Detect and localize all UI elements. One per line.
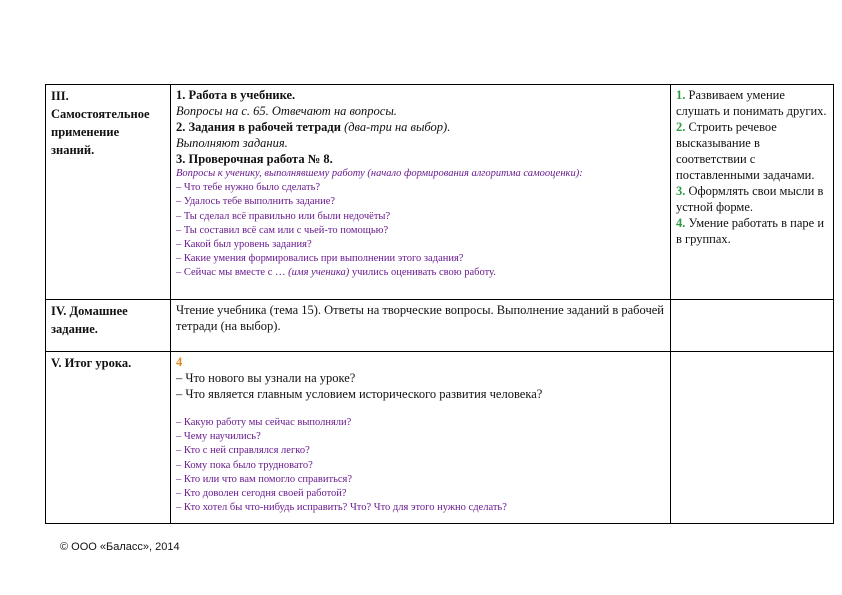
list-item: – Что нового вы узнали на уроке? [176, 371, 356, 385]
competency-number: 2. [676, 120, 686, 134]
content-cell-iv [171, 300, 671, 352]
competency-item [676, 87, 828, 119]
competency-number: 3. [676, 184, 686, 198]
reflection-questions [176, 416, 665, 515]
lesson-plan-table [45, 84, 834, 524]
table-row-independent-work [46, 85, 834, 300]
table-row-summary [46, 352, 834, 524]
homework-text: Чтение учебника (тема 15). Ответы на творческие вопросы. Выполнение заданий в рабочей тетради (на выбор). [176, 303, 664, 333]
stage-label: V. Итог урока. [51, 356, 132, 370]
competency-number: 4. [676, 216, 686, 230]
list-item: – Какую работу мы сейчас выполняли? [176, 417, 352, 428]
list-item: – Кто хотел бы что-нибудь исправить? Что? Что для этого нужно сделать? [176, 502, 507, 514]
list-item: – Кто доволен сегодня своей работой? [176, 488, 347, 500]
last-question-end: учились оценивать свою работу. [351, 267, 496, 279]
list-item: – Удалось тебе выполнить задание? [176, 196, 336, 208]
list-item: – Какие умения формировались при выполнении этого задания? [176, 253, 464, 265]
competency-text: Умение работать в паре и в группах. [676, 216, 825, 246]
task-1-text: Вопросы на с. 65. Отвечают на вопросы. [176, 104, 397, 118]
list-item: – Что является главным условием исторического развития человека? [176, 387, 543, 401]
questions-block [176, 167, 665, 281]
list-item: – Чему научились? [176, 431, 261, 443]
stage-cell-iv [46, 300, 171, 352]
stage-label: IV. Домашнее задание. [51, 304, 128, 336]
content-cell-iii [171, 85, 671, 300]
task-3-title: 3. Проверочная работа № 8. [176, 152, 333, 166]
task-1-title: 1. Работа в учебнике. [176, 88, 296, 102]
list-item: – Ты составил всё сам или с чьей-то помощью? [176, 224, 389, 236]
stage-cell-v [46, 352, 171, 524]
competencies-cell [671, 85, 834, 300]
list-item: – Какой был уровень задания? [176, 239, 312, 251]
competencies-cell-empty [671, 352, 834, 524]
list-item [176, 266, 665, 280]
competency-item [676, 183, 828, 215]
competency-text: Оформлять свои мысли в устной форме. [676, 184, 824, 214]
last-question-placeholder: (имя ученика) [288, 267, 350, 279]
copyright-footer: © ООО «Баласс», 2014 [60, 541, 180, 553]
competency-text: Развиваем умение слушать и понимать других. [676, 88, 827, 118]
list-item: – Что тебе нужно было сделать? [176, 182, 321, 194]
competency-item [676, 119, 828, 183]
last-question-start: – Сейчас мы вместе с … [176, 267, 286, 279]
competency-text: Строить речевое высказывание в соответствии с поставленными задачами. [676, 120, 815, 182]
table-row-homework [46, 300, 834, 352]
competency-item [676, 215, 828, 247]
competency-number: 1. [676, 88, 686, 102]
list-item: – Кто с ней справлялся легко? [176, 445, 310, 457]
competencies-cell-empty [671, 300, 834, 352]
task-2-line [176, 119, 665, 135]
list-item: – Ты сделал всё правильно или были недочёты? [176, 210, 391, 222]
list-item: – Кто или что вам помогло справиться? [176, 473, 353, 485]
stage-cell-iii [46, 85, 171, 300]
task-2-paren: (два-три на выбор). [344, 120, 451, 134]
marker-number: 4 [176, 355, 183, 369]
content-cell-v [171, 352, 671, 524]
task-2-text: Выполняют задания. [176, 136, 288, 150]
spacer [176, 402, 665, 416]
stage-label: III. Самостоятельное применение знаний. [51, 89, 150, 157]
list-item: – Кому пока было трудновато? [176, 459, 313, 471]
task-2-title: 2. Задания в рабочей тетради [176, 120, 341, 134]
questions-intro: Вопросы к ученику, выполнявшему работу (начало формирования алгоритма самооценки): [176, 168, 583, 179]
